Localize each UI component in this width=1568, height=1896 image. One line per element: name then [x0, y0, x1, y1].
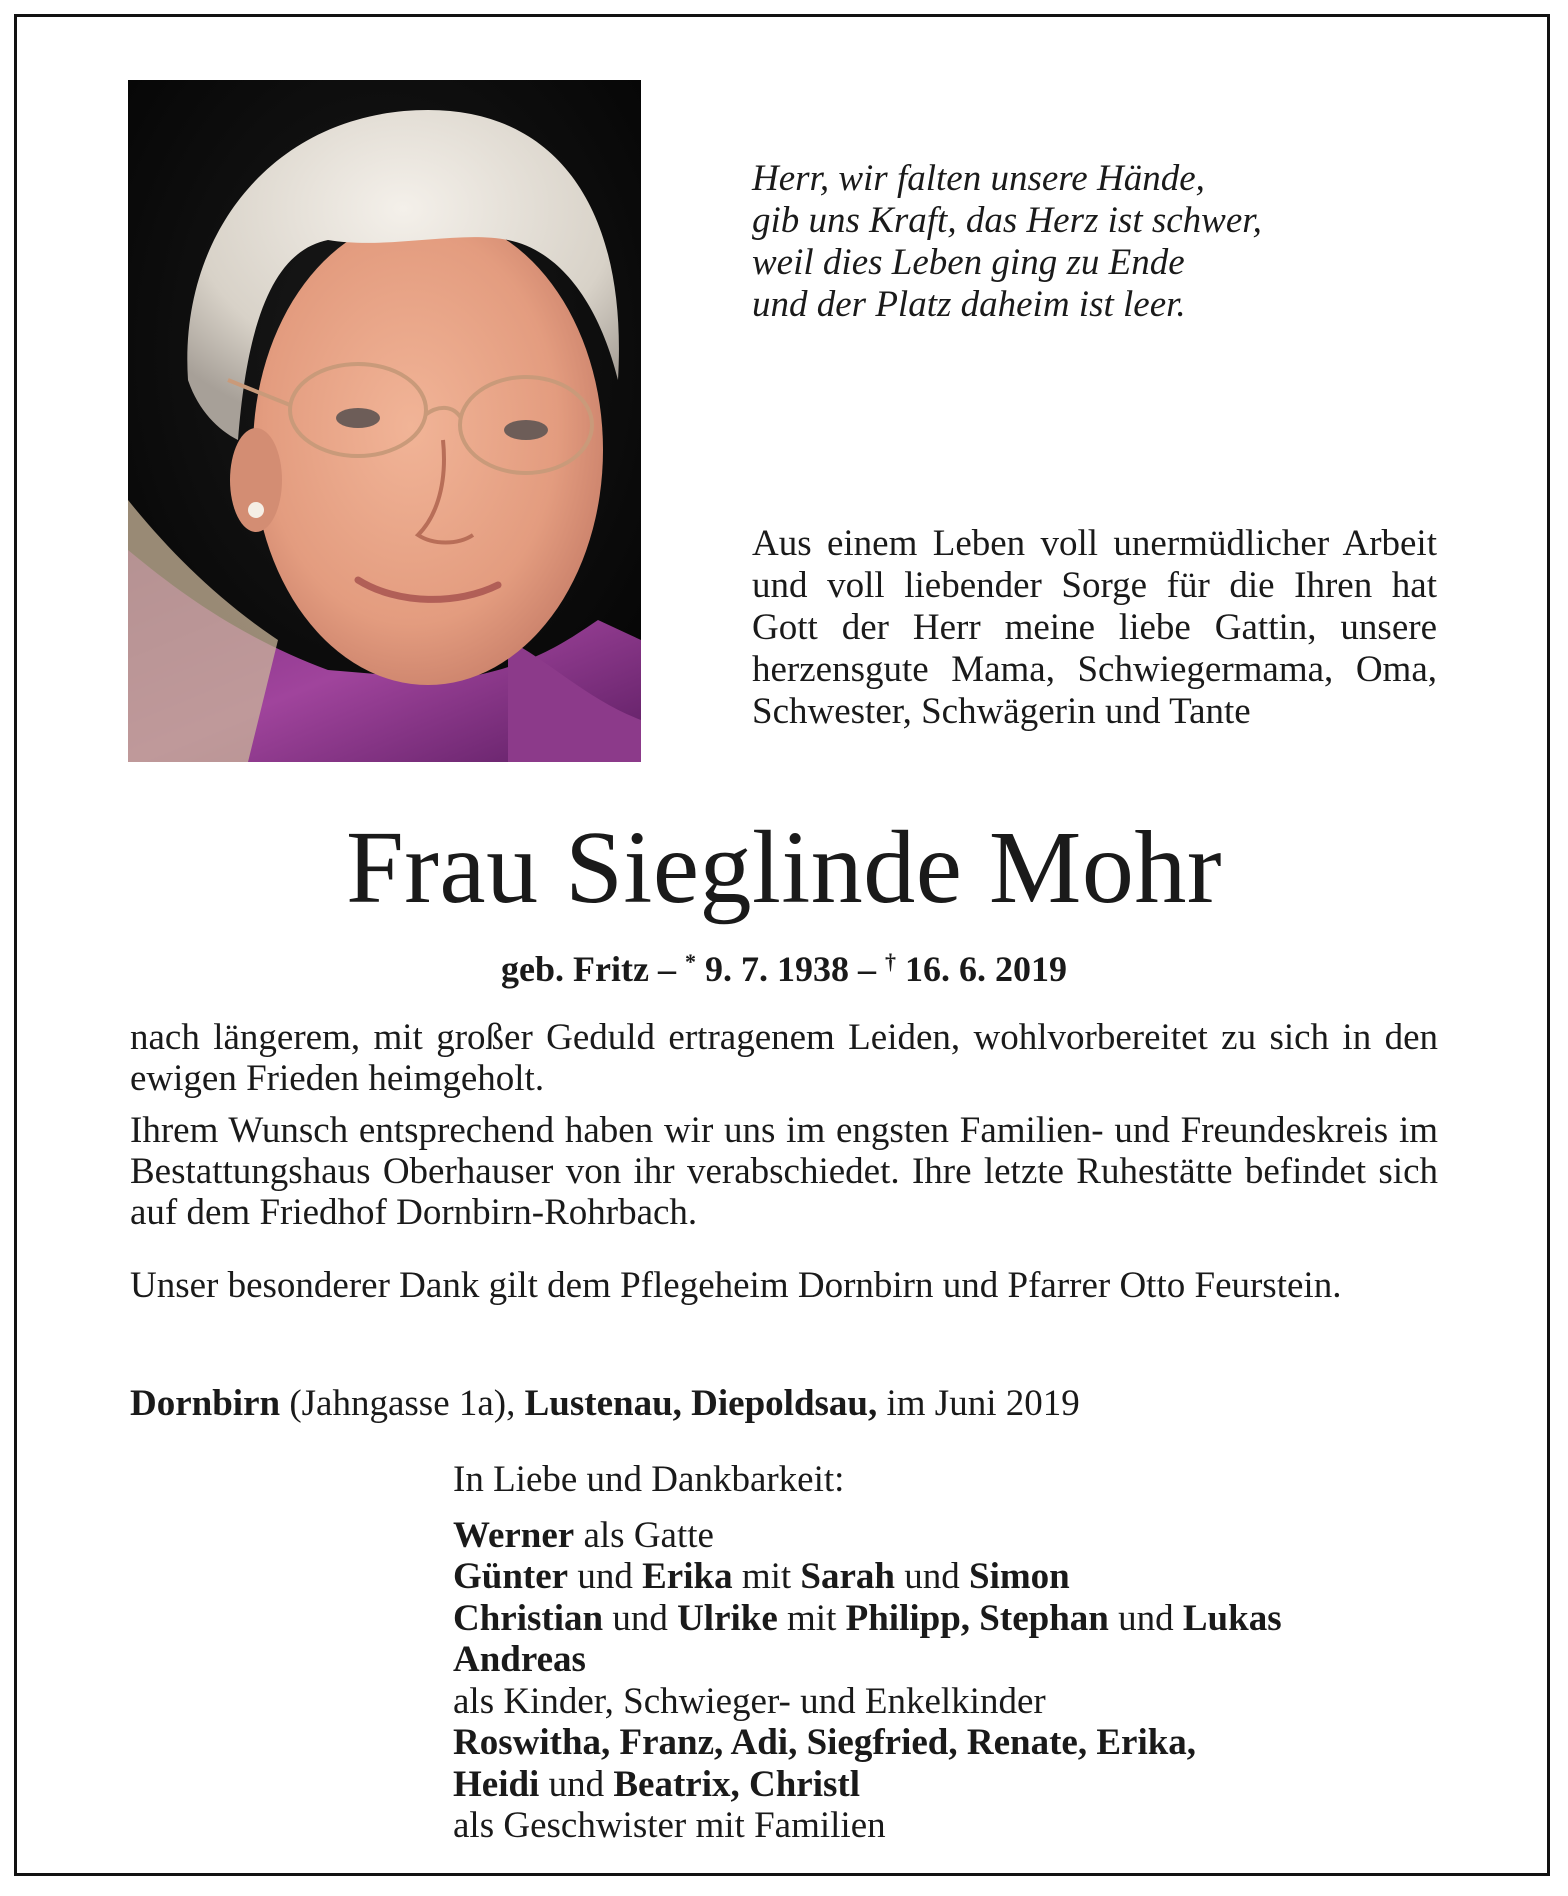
family-name: Ulrike — [677, 1597, 778, 1639]
birth-symbol: * — [684, 949, 696, 974]
family-text: als Gatte — [574, 1514, 714, 1556]
verse-line: weil dies Leben ging zu Ende — [752, 242, 1185, 283]
family-name: Erika — [642, 1556, 733, 1597]
family-name: Beatrix, Christl — [613, 1763, 860, 1805]
family-line — [453, 1598, 1453, 1640]
dash: – — [857, 949, 876, 989]
family-line — [453, 1515, 1453, 1557]
family-name: Simon — [969, 1556, 1070, 1597]
family-name: Sarah — [800, 1556, 895, 1597]
verse-line: und der Platz daheim ist leer. — [752, 284, 1186, 325]
intro-paragraph: Aus einem Leben voll unermüdlicher Arbeit und voll liebender Sorge für die Ihren hat Gott der Herr meine liebe Gattin, unsere herzensgute Mama, Schwiegermama, Oma, Schwester, Schwägerin und Tante — [752, 523, 1437, 732]
dash: – — [657, 949, 676, 989]
family-name: Philipp, Stephan — [845, 1597, 1109, 1639]
family-name: Roswitha, Franz, Adi, Siegfried, Renate, Erika, — [453, 1722, 1197, 1763]
family-relation: als Geschwister mit Familien — [453, 1805, 886, 1846]
family-signatures — [453, 1459, 1453, 1847]
family-name: Christian — [453, 1597, 604, 1639]
portrait-photo — [128, 80, 641, 762]
family-text: und — [895, 1556, 969, 1597]
family-name: Heidi — [453, 1763, 540, 1805]
family-line — [453, 1556, 1453, 1598]
family-name: Andreas — [453, 1639, 586, 1680]
born-name: geb. Fritz — [501, 949, 649, 989]
family-name: Werner — [453, 1514, 575, 1556]
place-name: Dornbirn — [130, 1383, 281, 1424]
family-name: Lukas — [1182, 1597, 1282, 1639]
address: (Jahngasse 1a), — [289, 1383, 516, 1424]
family-text: mit — [777, 1597, 846, 1639]
greeting: In Liebe und Dankbarkeit: — [453, 1459, 845, 1500]
body-paragraph-2: Ihrem Wunsch entsprechend haben wir uns im engsten Familien- und Freundeskreis im Bestattungshaus Oberhauser von ihr verabschiedet. Ihre letzte Ruhestätte befindet sich auf dem Friedhof Dornbirn-Rohrbach. — [130, 1110, 1438, 1233]
family-text: und — [1108, 1597, 1183, 1639]
family-text: und — [539, 1763, 614, 1805]
verse-line: gib uns Kraft, das Herz ist schwer, — [752, 200, 1262, 241]
family-text: und — [603, 1597, 678, 1639]
body-paragraph-1: nach längerem, mit großer Geduld ertragenem Leiden, wohlvorbereitet zu sich in den ewigen Frieden heimgeholt. — [130, 1017, 1438, 1099]
deceased-name: Frau Sieglinde Mohr — [345, 810, 1223, 925]
death-symbol: † — [884, 949, 896, 974]
death-date: 16. 6. 2019 — [904, 949, 1067, 989]
verse — [752, 158, 1452, 326]
family-line — [453, 1639, 1453, 1681]
family-text: und — [568, 1556, 643, 1597]
life-dates — [0, 940, 1568, 991]
verse-line: Herr, wir falten unsere Hände, — [752, 158, 1205, 199]
place-date-line — [130, 1383, 1438, 1424]
birth-date: 9. 7. 1938 — [704, 949, 849, 989]
place-names: Lustenau, Diepoldsau, — [524, 1383, 878, 1424]
family-line — [453, 1722, 1453, 1764]
family-name: Günter — [453, 1556, 569, 1597]
family-relation: als Kinder, Schwieger- und Enkelkinder — [453, 1680, 1046, 1722]
family-text: mit — [732, 1556, 801, 1597]
notice-date: im Juni 2019 — [886, 1383, 1080, 1424]
body-paragraph-3: Unser besonderer Dank gilt dem Pflegeheim Dornbirn und Pfarrer Otto Feurstein. — [130, 1265, 1342, 1306]
family-line — [453, 1764, 1453, 1806]
